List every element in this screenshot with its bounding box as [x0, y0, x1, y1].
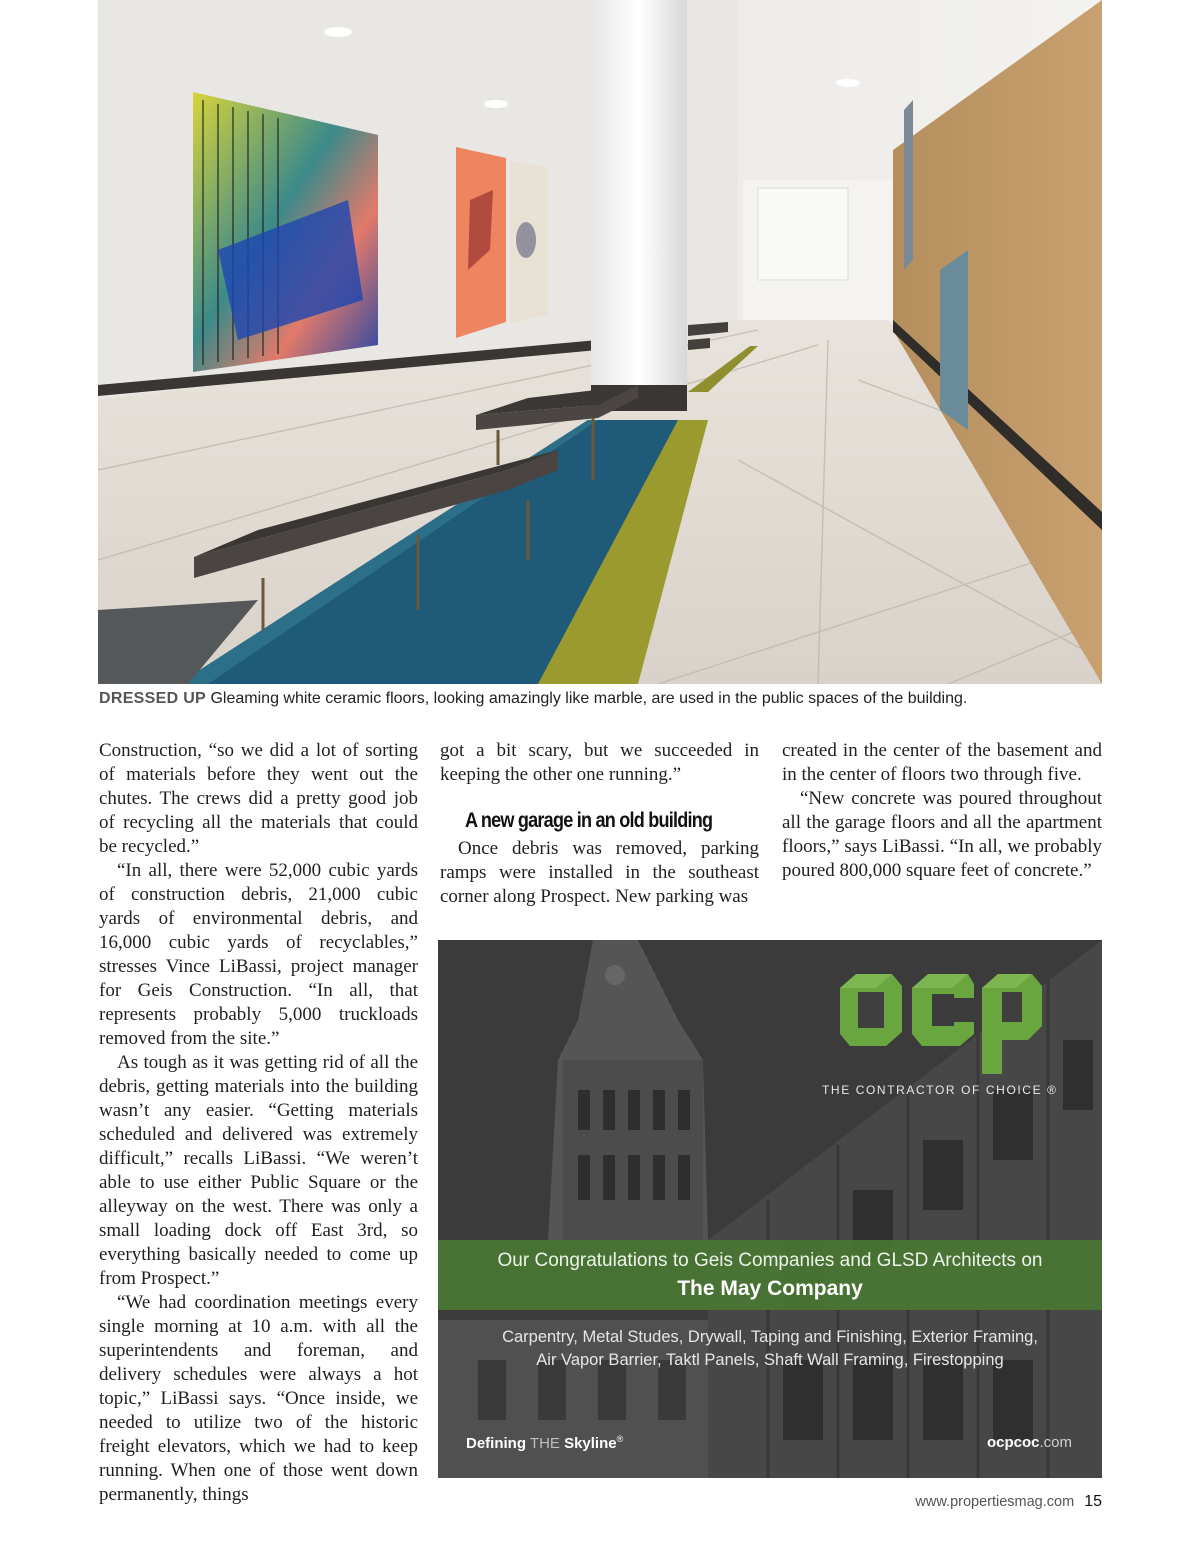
slogan-part: Defining — [466, 1435, 526, 1452]
website-domain: ocpcoc — [986, 1434, 1040, 1451]
ocp-logo — [836, 970, 1046, 1078]
caption-text: Gleaming white ceramic floors, looking amazingly like marble, are used in the public spaces of the building. — [210, 690, 968, 707]
services-line: Air Vapor Barrier, Taktl Panels, Shaft Wall Framing, Firestopping — [536, 1351, 1004, 1369]
article-column-2 — [440, 739, 759, 909]
photo-caption — [99, 688, 1102, 710]
paragraph: Construction, “so we did a lot of sorting of materials before they went out the chutes. The crews did a pretty good job of recycling all the materials that could be recycled.” — [99, 740, 418, 857]
paragraph: “In all, there were 52,000 cubic yards of construction debris, 21,000 cubic yards of environmental debris, and 16,000 cubic yards of recyclables,” stresses Vince LiBassi, project manager for Geis Construction. “In all, that represents probably 5,000 truckloads removed from the site.” — [99, 860, 418, 1049]
paragraph: created in the center of the basement and in the center of floors two through five. — [782, 740, 1102, 785]
paragraph: As tough as it was getting rid of all the debris, getting materials into the building wasn’t any easier. “Getting materials scheduled and delivered was extremely difficult,” recalls LiBassi. “We weren’t able to use either Public Square or the alleyway on the west. There was only a small loading dock off East 3rd, so everything basically needed to come up from Prospect.” — [99, 1052, 418, 1289]
footer-url[interactable]: www.propertiesmag.com — [915, 1494, 1075, 1510]
slogan-part: Skyline — [564, 1435, 617, 1452]
ocp-tagline: THE CONTRACTOR OF CHOICE ® — [822, 1083, 1058, 1097]
paragraph: Once debris was removed, parking ramps were installed in the southeast corner along Prospect. New parking was — [440, 838, 759, 907]
services-list — [438, 1326, 1102, 1372]
website-tld: .com — [1039, 1434, 1072, 1451]
ad-website-link[interactable] — [987, 1434, 1072, 1451]
article-column-3 — [782, 739, 1102, 883]
services-line: Carpentry, Metal Studes, Drywall, Taping and Finishing, Exterior Framing, — [502, 1328, 1038, 1346]
paragraph: “New concrete was poured throughout all the garage floors and all the apartment floors,” says LiBassi. “In all, we probably poured 800,000 square feet of concrete.” — [782, 788, 1102, 881]
section-subhead: A new garage in an old building — [465, 809, 713, 832]
caption-lead: DRESSED UP — [99, 690, 207, 707]
paragraph: got a bit scary, but we succeeded in keeping the other one running.” — [440, 740, 759, 785]
project-name: The May Company — [677, 1277, 863, 1300]
hallway-illustration — [98, 0, 1102, 684]
page-footer — [915, 1493, 1102, 1511]
ad-slogan — [466, 1434, 623, 1452]
registered-mark: ® — [616, 1434, 624, 1444]
hallway-photo — [98, 0, 1102, 684]
slogan-part: THE — [529, 1435, 560, 1452]
congratulations-band — [438, 1240, 1102, 1310]
page-number: 15 — [1084, 1493, 1102, 1510]
paragraph: “We had coordination meetings every single morning at 10 a.m. with all the superintendents and foreman, and delivery schedules were always a hot topic,” LiBassi says. “Once inside, we needed to utilize two of the historic freight elevators, which we had to keep running. When one of those went down permanently, things — [99, 1292, 418, 1505]
congratulations-text: Our Congratulations to Geis Companies and GLSD Architects on — [497, 1250, 1043, 1271]
article-column-1 — [99, 739, 418, 1507]
ocp-advertisement[interactable] — [438, 940, 1102, 1478]
